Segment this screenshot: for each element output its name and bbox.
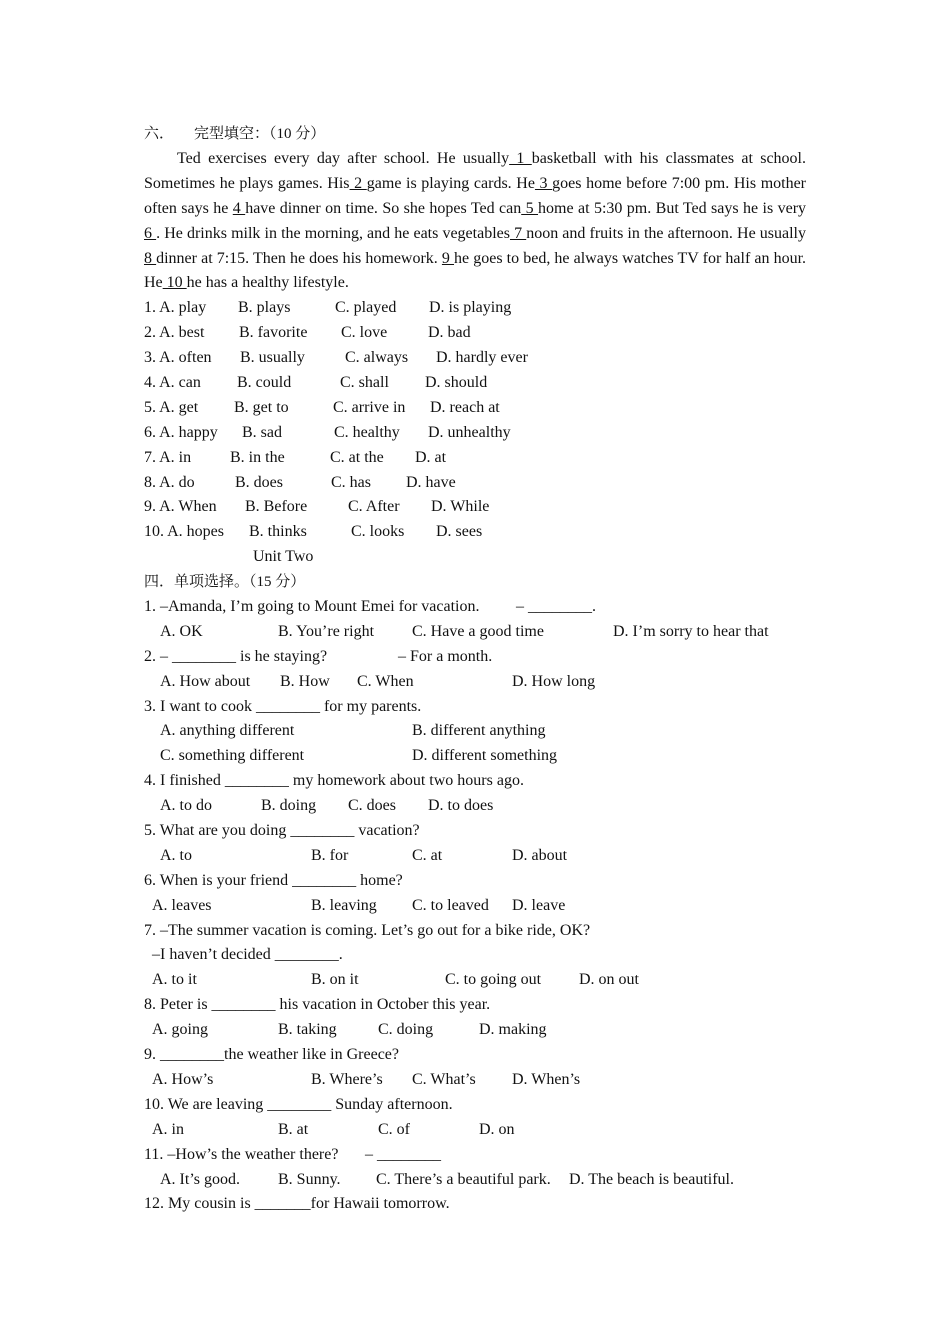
option-b[interactable]: B. thinks [249,523,307,541]
option-c[interactable]: C. has [331,473,371,491]
question-stem: 12. My cousin is _______for Hawaii tomorrow. [144,1195,450,1213]
section-title: 完型填空：（10 分） [194,126,326,142]
option-c[interactable]: C. of [378,1120,410,1138]
blank-number: 2 [349,174,367,192]
option-d[interactable]: D. should [425,374,488,391]
question-options [144,794,806,819]
question-stem: 8. Peter is ________ his vacation in October this year. [144,996,491,1014]
option-a[interactable]: A. How’s [152,1070,214,1088]
passage-text: dinner at 7:15. Then he does his homework. [156,249,442,267]
option-b[interactable]: B. leaving [311,896,377,914]
option-b[interactable]: B. for [311,846,349,864]
question-stem: 5. What are you doing ________ vacation? [144,822,420,840]
option-a[interactable]: A. to do [160,797,212,815]
option-c[interactable]: C. healthy [334,423,400,441]
option-b[interactable]: B. doing [261,797,317,815]
option-c[interactable]: C. When [357,672,414,690]
option-c[interactable]: C. played [335,299,397,317]
option-a[interactable]: A. It’s good. [160,1170,240,1188]
option-d[interactable]: D. leave [512,896,566,914]
option-d[interactable]: D. bad [428,324,471,342]
option-c[interactable]: C. What’s [412,1070,476,1088]
question-stem: 4. I finished ________ my homework about two hours ago. [144,772,524,790]
question-options [144,894,806,919]
option-a[interactable]: A. in [152,1120,184,1138]
option-c[interactable]: C. After [348,498,400,516]
option-a[interactable]: 5. A. get [144,398,199,416]
option-a[interactable]: 7. A. in [144,448,192,466]
passage-text: he goes to bed, he always watches TV for half an hour. He [144,249,807,292]
option-b[interactable]: B. Where’s [311,1070,383,1088]
question-stem: 2. – ________ is he staying? – For a month. [144,647,493,665]
option-d[interactable]: D. on [479,1120,515,1138]
option-a[interactable]: A. leaves [152,896,212,914]
option-d[interactable]: D. The beach is beautiful. [569,1170,734,1188]
option-c[interactable]: C. looks [351,523,405,541]
question-options [144,844,806,869]
option-a[interactable]: 2. A. best [144,324,205,342]
option-b[interactable]: B. could [237,374,292,391]
blank-number: 3 [534,174,553,192]
option-b[interactable]: B. How [280,672,330,690]
option-c[interactable]: C. to going out [445,971,542,989]
question-options [144,744,806,769]
question-options [144,620,806,645]
option-a[interactable]: A. How about [160,672,251,690]
option-a[interactable]: 1. A. play [144,299,207,317]
option-a[interactable]: 9. A. When [144,498,217,516]
section-heading-cloze [144,122,806,147]
question-options [144,968,806,993]
cloze-question-8 [144,471,806,496]
blank-number: 4 [232,199,246,217]
option-c[interactable]: C. something different [160,747,305,765]
section-number: 六． [144,126,175,142]
option-c[interactable]: C. doing [378,1021,434,1039]
blank-number: 10 [162,274,187,292]
passage-text: have dinner on time. So she hopes Ted can [245,199,522,217]
option-d[interactable]: D. I’m sorry to hear that [613,622,769,640]
option-d[interactable]: D. different something [412,747,558,765]
cloze-question-7 [144,446,806,471]
passage-text: home at 5:30 pm. But Ted says he is very [538,199,807,217]
cloze-question-4 [144,371,806,396]
question-options [144,670,806,695]
option-d[interactable]: D. making [479,1021,547,1039]
option-a[interactable]: 6. A. happy [144,423,218,441]
option-c[interactable]: C. love [341,324,388,342]
blank-number: 9 [441,249,455,267]
blank-number: 7 [509,224,527,242]
option-c[interactable]: C. always [345,349,409,367]
option-b[interactable]: B. in the [230,448,285,466]
question-stem: 3. I want to cook ________ for my parents. [144,697,422,715]
question-stem: 11. –How’s the weather there? – ________ [144,1145,441,1163]
option-d[interactable]: D. When’s [512,1070,581,1088]
question-options [144,1168,806,1193]
blank-number: 1 [509,149,532,167]
unit-title: Unit Two [253,548,314,566]
cloze-question-6 [144,421,806,446]
option-b[interactable]: B. different anything [412,722,546,740]
question-stem: 1. –Amanda, I’m going to Mount Emei for vacation. – ________. [144,598,596,616]
option-a[interactable]: 4. A. can [144,374,201,391]
option-c[interactable]: C. Have a good time [412,622,544,640]
question-options [144,1068,806,1093]
option-a[interactable]: 3. A. often [144,349,212,367]
section-title: 单项选择。（15 分） [174,574,306,591]
cloze-question-9 [144,495,806,520]
option-b[interactable]: B. does [235,473,283,491]
cloze-question-5 [144,396,806,421]
option-d[interactable]: D. While [431,498,490,516]
option-b[interactable]: B. favorite [239,324,308,342]
option-d[interactable]: D. How long [512,672,596,690]
option-a[interactable]: 8. A. do [144,473,195,491]
passage-text: goes home before 7:00 pm. His mother often says he [144,174,807,217]
question-stem: 6. When is your friend ________ home? [144,871,403,889]
option-d[interactable]: D. at [415,448,447,466]
option-c[interactable]: C. at [412,846,443,864]
blank-number: 8 [144,249,157,267]
option-a[interactable]: A. to it [152,971,197,989]
option-d[interactable]: D. unhealthy [428,423,511,441]
option-d[interactable]: D. hardly ever [436,349,528,367]
option-b[interactable]: B. at [278,1120,309,1138]
option-a[interactable]: A. OK [160,622,203,640]
option-b[interactable]: B. on it [311,971,359,989]
passage-text: he has a healthy lifestyle. [186,274,349,292]
option-c[interactable]: C. at the [330,448,384,466]
blank-number: 6 [144,224,157,242]
option-c[interactable]: C. does [348,797,396,815]
cloze-question-2 [144,321,806,346]
question-reply: –I haven’t decided ________. [152,946,343,964]
question-stem: 9. ________the weather like in Greece? [144,1046,400,1064]
option-c[interactable]: C. arrive in [333,398,406,416]
option-c[interactable]: C. There’s a beautiful park. [376,1170,551,1188]
passage-text: Ted exercises every day after school. He usually [177,149,510,167]
option-b[interactable]: B. usually [240,349,305,367]
passage-text: noon and fruits in the afternoon. He usually [526,224,806,242]
option-d[interactable]: D. reach at [430,398,500,416]
option-d[interactable]: D. about [512,846,568,864]
option-a[interactable]: A. to [160,846,192,864]
passage-text: game is playing cards. He [366,174,535,192]
option-b[interactable]: B. taking [278,1021,337,1039]
cloze-passage [144,147,806,296]
option-d[interactable]: D. have [406,473,456,491]
option-d[interactable]: D. is playing [429,299,512,317]
section-number: 四． [144,574,175,591]
option-a[interactable]: 10. A. hopes [144,523,224,541]
option-c[interactable]: C. to leaved [412,896,489,914]
option-b[interactable]: B. Sunny. [278,1170,341,1188]
passage-text: basketball with his classmates at school. Sometimes he plays games. His [144,149,807,192]
cloze-question-10 [144,520,806,545]
option-a[interactable]: A. anything different [160,722,295,740]
option-b[interactable]: B. plays [238,299,291,317]
passage-text: . He drinks milk in the morning, and he eats vegetables [156,224,510,242]
option-b[interactable]: B. You’re right [278,622,375,640]
option-c[interactable]: C. shall [340,374,389,391]
worksheet-page [144,122,806,1217]
option-b[interactable]: B. Before [245,498,308,516]
question-stem: 10. We are leaving ________ Sunday afternoon. [144,1095,453,1113]
question-stem: 7. –The summer vacation is coming. Let’s go out for a bike ride, OK? [144,921,591,939]
option-a[interactable]: A. going [152,1021,208,1039]
question-options [144,1118,806,1143]
cloze-options [144,296,806,545]
option-b[interactable]: B. sad [242,423,282,441]
question-options [144,1018,806,1043]
question-options [144,719,806,744]
option-d[interactable]: D. on out [579,971,639,989]
blank-number: 5 [521,199,539,217]
cloze-question-3 [144,346,806,371]
section-heading-choice [144,570,806,595]
cloze-question-1 [144,296,806,321]
option-b[interactable]: B. get to [234,398,289,416]
option-d[interactable]: D. sees [436,523,483,541]
option-d[interactable]: D. to does [428,797,494,815]
